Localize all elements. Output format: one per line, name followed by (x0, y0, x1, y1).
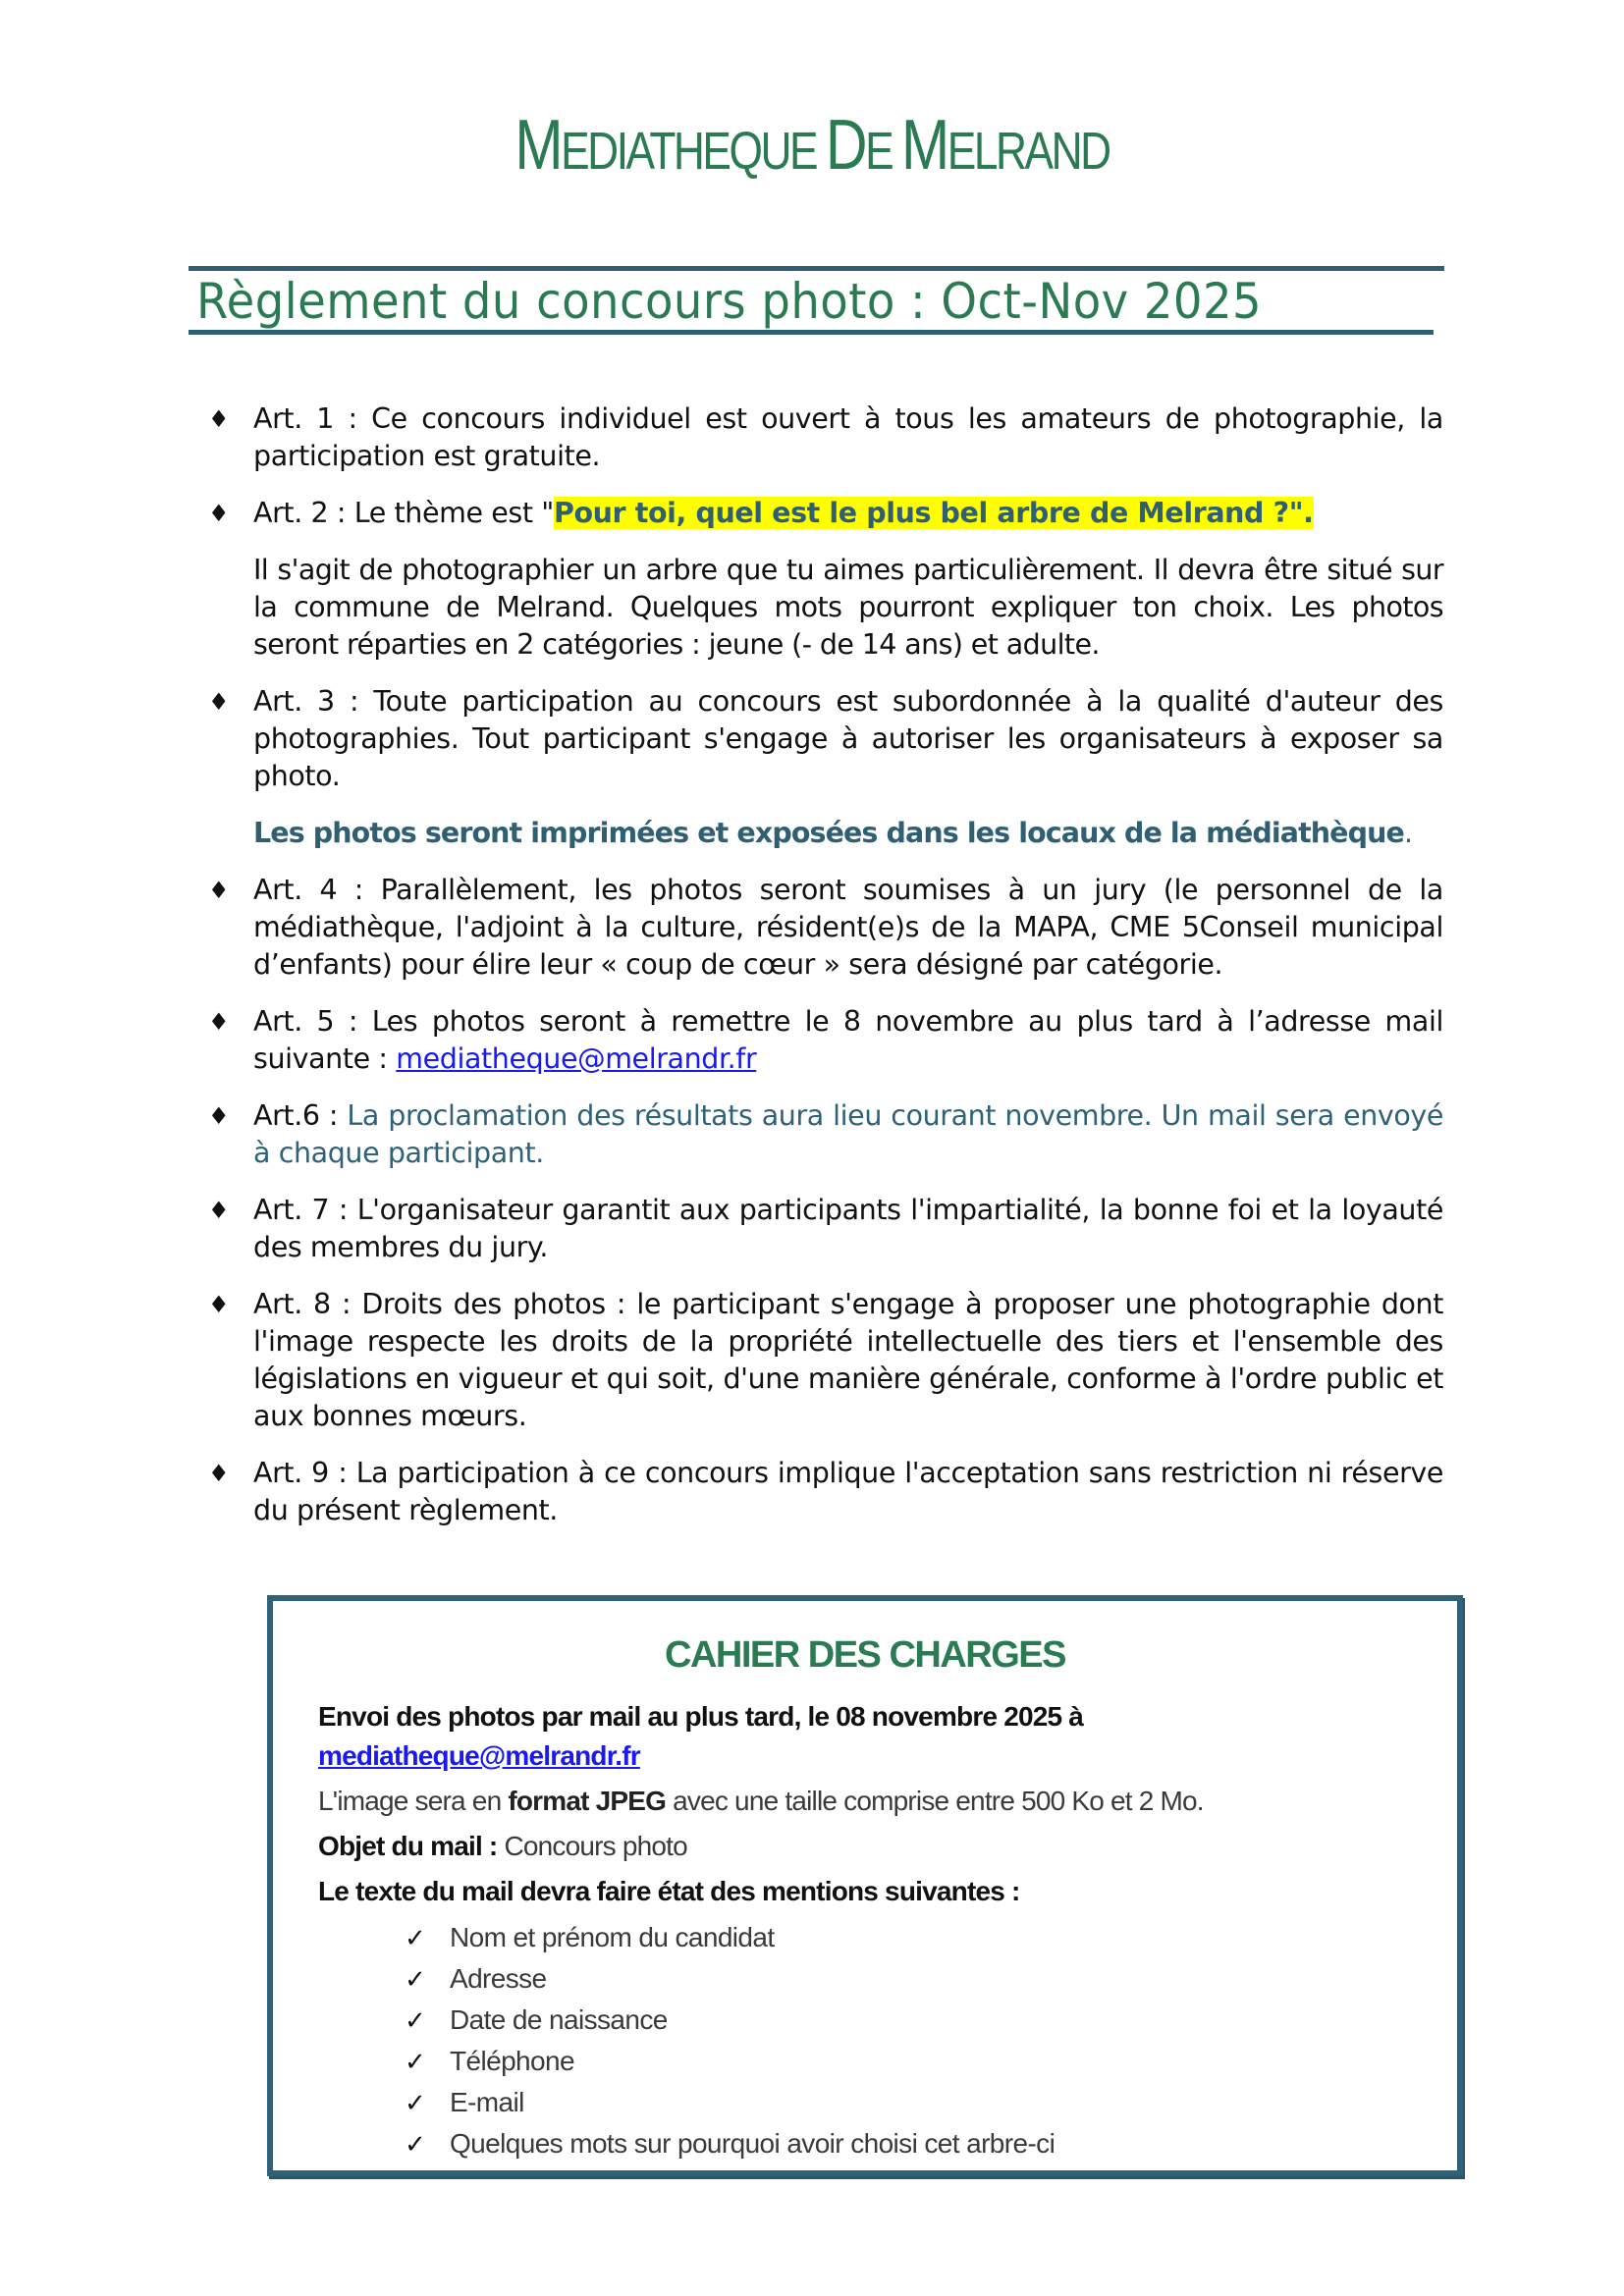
article-6 (204, 1097, 1443, 1172)
mentions-checklist (318, 1917, 1418, 2164)
top-divider (189, 266, 1444, 271)
article-text: Art. 9 : La participation à ce concours implique l'acceptation sans restriction ni réserve du présent règlement. (253, 1457, 1443, 1526)
article-8 (204, 1286, 1443, 1435)
cahier-title: CAHIER DES CHARGES (665, 1634, 1065, 1676)
title-part-ediatheque: EDIATHEQUE (561, 122, 826, 181)
mentions-label: Le texte du mail devra faire état des mentions suivantes : (318, 1876, 1020, 1906)
format-suffix: avec une taille comprise entre 500 Ko et 2 Mo. (666, 1786, 1204, 1816)
diamond-bullet-icon: ♦ (208, 1008, 230, 1036)
article-3-exhibition-note (204, 815, 1443, 852)
article-4 (204, 872, 1443, 984)
exhibition-note-period: . (1403, 817, 1413, 849)
article-text: Art. 3 : Toute participation au concours est subordonnée à la qualité d'auteur des photographies. Tout participant s'engage à autoriser les organisateurs à exposer sa photo. (253, 685, 1443, 792)
diamond-bullet-icon: ♦ (208, 688, 230, 716)
diamond-bullet-icon: ♦ (208, 1102, 230, 1130)
article-text: Art. 7 : L'organisateur garantit aux participants l'impartialité, la bonne foi et la loyauté des membres du jury. (253, 1194, 1443, 1263)
article-2-details: Il s'agit de photographier un arbre que tu aimes particulièrement. Il devra être situé sur la commune de Melrand. Quelques mots pourront expliquer ton choix. Les photos seront réparties en 2 catégories : jeune (- de 14 ans) et adulte. (253, 554, 1443, 661)
article-text: Art. 2 : Le thème est " (253, 497, 554, 529)
article-label: Art.6 : (253, 1099, 348, 1132)
mention-item (405, 2082, 1418, 2123)
article-3 (204, 683, 1443, 795)
mention-text: Adresse (450, 1963, 547, 1994)
title-initial-d: D (825, 106, 866, 185)
diamond-bullet-icon: ♦ (208, 405, 230, 433)
mention-item (405, 2000, 1418, 2041)
cahier-des-charges-box (267, 1595, 1463, 2176)
diamond-bullet-icon: ♦ (208, 500, 230, 527)
checkmark-icon: ✓ (405, 2129, 426, 2159)
checkmark-icon: ✓ (405, 1923, 426, 1952)
mention-item (405, 2041, 1418, 2082)
mention-text: E-mail (450, 2087, 524, 2117)
diamond-bullet-icon: ♦ (208, 1197, 230, 1224)
checkmark-icon: ✓ (405, 1964, 426, 1994)
title-initial-m1: M (514, 106, 562, 185)
article-text: Art. 1 : Ce concours individuel est ouvert à tous les amateurs de photographie, la participation est gratuite. (253, 402, 1443, 472)
article-1 (204, 400, 1443, 475)
mention-text: Quelques mots sur pourquoi avoir choisi cet arbre-ci (450, 2128, 1056, 2159)
format-bold: format JPEG (508, 1786, 667, 1816)
articles-list (204, 400, 1443, 1549)
mention-item (405, 1917, 1418, 1958)
document-title: Règlement du concours photo : Oct-Nov 2025 (196, 273, 1263, 330)
cahier-body (318, 1697, 1418, 2164)
diamond-bullet-icon: ♦ (208, 877, 230, 904)
envoi-text: Envoi des photos par mail au plus tard, le 08 novembre 2025 à (318, 1701, 1084, 1732)
mention-text: Téléphone (450, 2046, 574, 2076)
objet-value: Concours photo (504, 1831, 687, 1861)
objet-label: Objet du mail : (318, 1831, 505, 1861)
article-7 (204, 1192, 1443, 1266)
mention-text: Nom et prénom du candidat (450, 1922, 775, 1952)
article-text: La proclamation des résultats aura lieu courant novembre. Un mail sera envoyé à chaque participant. (253, 1099, 1443, 1169)
article-text: Art. 8 : Droits des photos : le participant s'engage à proposer une photographie dont l'image respecte les droits de la propriété intellectuelle des tiers et l'ensemble des législations en vigueur et qui soit, d'une manière générale, conforme à l'ordre public et aux bonnes mœurs. (253, 1288, 1443, 1432)
cahier-email-link[interactable]: mediatheque@melrandr.fr (318, 1740, 640, 1771)
checkmark-icon: ✓ (405, 2047, 426, 2076)
exhibition-note-text: Les photos seront imprimées et exposées dans les locaux de la médiathèque (253, 817, 1404, 849)
title-underline (189, 330, 1434, 335)
title-part-e: E (865, 122, 902, 181)
checkmark-icon: ✓ (405, 2005, 426, 2035)
envoi-line (318, 1697, 1418, 1776)
email-link[interactable]: mediatheque@melrandr.fr (396, 1042, 757, 1075)
article-text: Art. 4 : Parallèlement, les photos seront soumises à un jury (le personnel de la médiathèque, l'adjoint à la culture, résident(e)s de la MAPA, CME 5Conseil municipal d’enfants) pour élire leur « coup de cœur » sera désigné par catégorie. (253, 874, 1443, 981)
article-text: Art. 5 : Les photos seront à remettre le 8 novembre au plus tard à l’adresse mail suivante : (253, 1005, 1443, 1075)
format-line (318, 1782, 1418, 1821)
theme-highlight: Pour toi, quel est le plus bel arbre de Melrand ?". (553, 497, 1314, 529)
mention-text: Date de naissance (450, 2004, 668, 2035)
article-5 (204, 1003, 1443, 1078)
article-2 (204, 495, 1443, 532)
diamond-bullet-icon: ♦ (208, 1460, 230, 1487)
checkmark-icon: ✓ (405, 2088, 426, 2117)
objet-line (318, 1827, 1418, 1866)
diamond-bullet-icon: ♦ (208, 1291, 230, 1318)
library-title (146, 106, 1478, 185)
mention-item (405, 1958, 1418, 2000)
mention-item (405, 2123, 1418, 2164)
title-initial-m2: M (901, 106, 947, 185)
title-part-elrand: ELRAND (947, 122, 1110, 181)
article-9 (204, 1455, 1443, 1529)
format-prefix: L'image sera en (318, 1786, 509, 1816)
